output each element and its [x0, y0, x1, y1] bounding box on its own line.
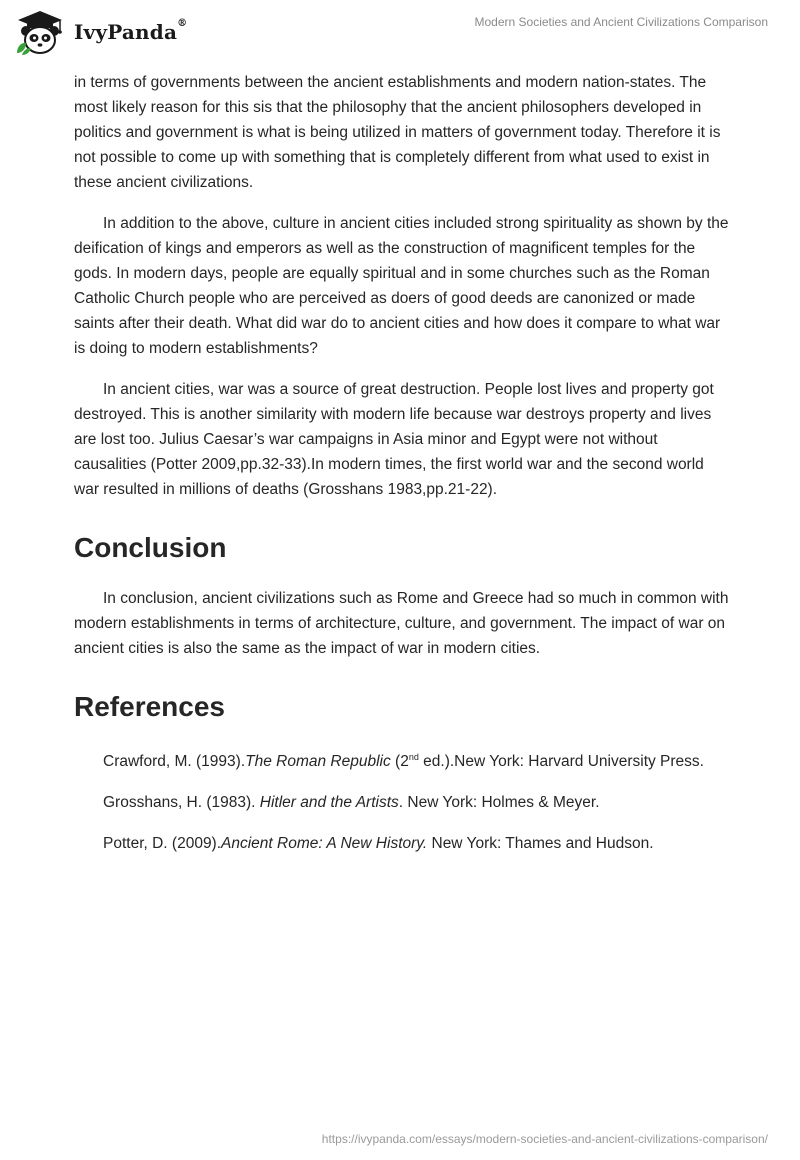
references-heading: References	[74, 691, 225, 722]
paragraph-war: In ancient cities, war was a source of great destruction. People lost lives and property got destroyed. This is another similarity with modern life because war destroys property and lives are lost too. Julius Caesar’s war campaigns in Asia minor and Egypt were not without causalities (Potter 2009,pp.32-33).In modern times, the first world war and the second world war resulted in millions of deaths (Grosshans 1983,pp.21-22).	[74, 381, 714, 498]
panda-graduation-cap-icon	[14, 9, 66, 55]
paragraph-culture: In addition to the above, culture in ancient cities included strong spirituality as shown by the deification of kings and emperors as well as the construction of magnificent temples for the gods. In modern days, people are equally spiritual and in some churches such as the Roman Catholic Church people who are perceived as doers of good deeds are canonized or made saints after their death. What did war do to ancient cities and how does it compare to what war is doing to modern establishments?	[74, 215, 729, 357]
ivypanda-logo[interactable]	[14, 9, 187, 55]
logo-wordmark: IvyPanda®	[74, 18, 188, 44]
document-title: Modern Societies and Ancient Civilizations Comparison	[474, 15, 768, 29]
paragraph-conclusion: In conclusion, ancient civilizations such as Rome and Greece had so much in common with modern establishments in terms of architecture, culture, and government. The impact of war on ancient cities is also the same as the impact of war in modern cities.	[74, 590, 729, 657]
paragraph-governments: in terms of governments between the ancient establishments and modern nation-states. The most likely reason for this sis that the philosophy that the ancient philosophers developed in politics and government is what is being utilized in matters of government today. Therefore it is not possible to come up with something that is completely different from what used to exist in these ancient civilizations.	[74, 74, 721, 191]
reference-potter: Potter, D. (2009).Ancient Rome: A New History. New York: Thames and Hudson.	[103, 835, 654, 853]
reference-crawford: Crawford, M. (1993).The Roman Republic (2nd ed.).New York: Harvard University Press.	[103, 752, 704, 771]
essay-content	[74, 70, 729, 856]
reference-grosshans: Grosshans, H. (1983). Hitler and the Artists. New York: Holmes & Meyer.	[103, 794, 600, 812]
conclusion-heading: Conclusion	[74, 532, 227, 563]
page-header	[0, 0, 800, 70]
source-url-link[interactable]: https://ivypanda.com/essays/modern-societies-and-ancient-civilizations-comparison/	[321, 1132, 768, 1146]
